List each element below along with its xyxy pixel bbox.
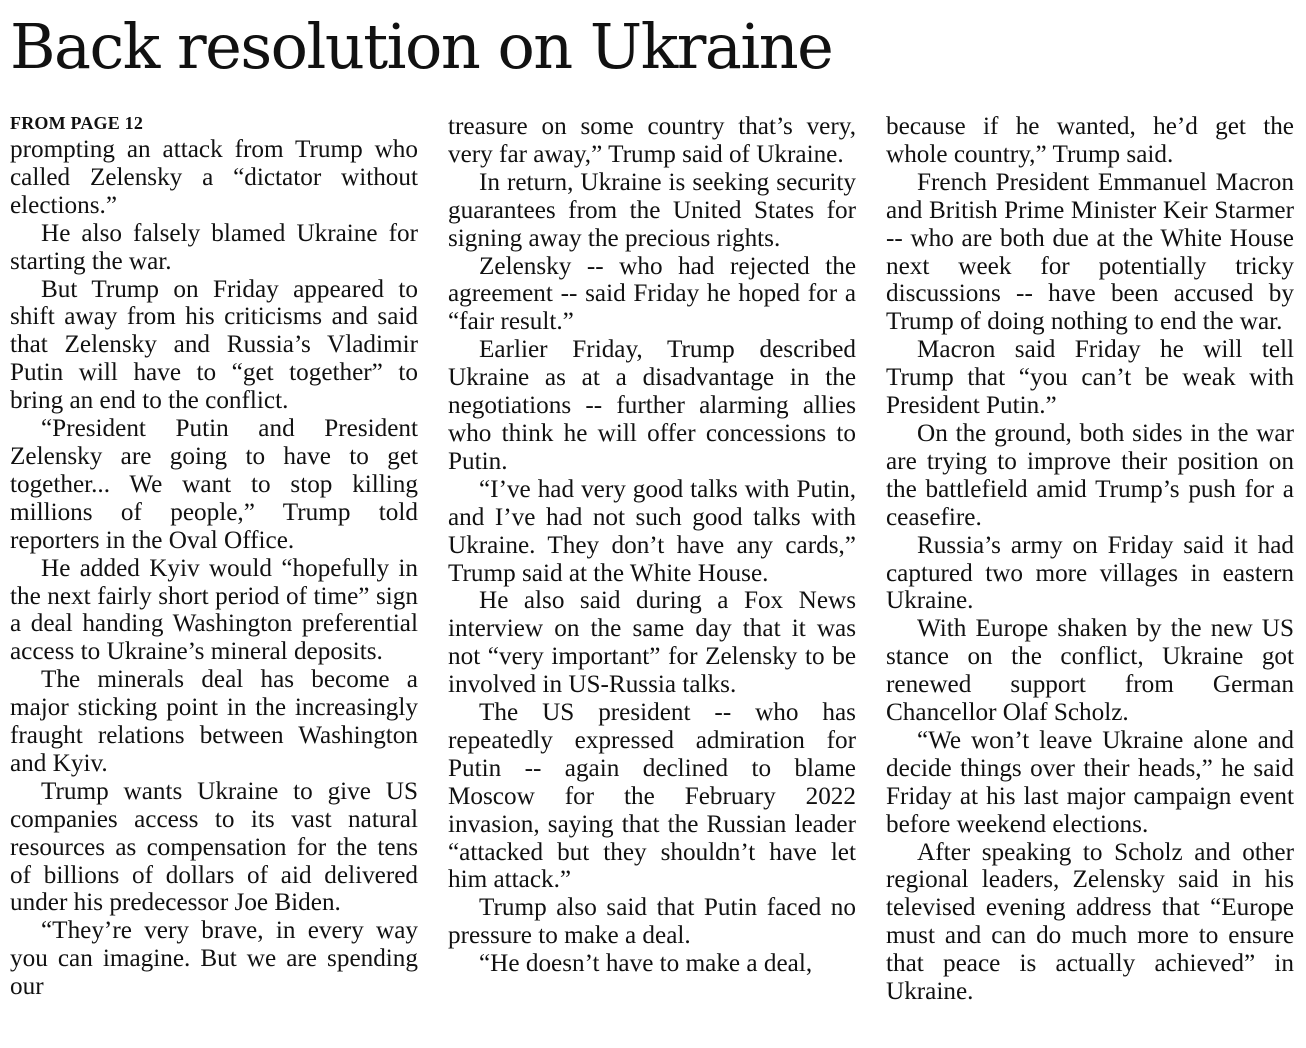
paragraph: French President Emmanuel Macron and British Prime Minister Keir Starmer -- who are both due at the White House next week for potentially tricky discussions -- have been accused by Trump of doing nothing to end the war. (886, 168, 1294, 336)
paragraph: prompting an attack from Trump who called Zelensky a “dictator without elections.” (10, 136, 418, 219)
paragraph: He added Kyiv would “hopefully in the next fairly short period of time” sign a deal handing Washington preferential access to Ukraine’s mineral deposits. (10, 554, 418, 666)
article-column-2 (448, 113, 856, 978)
paragraph: Russia’s army on Friday said it had captured two more villages in eastern Ukraine. (886, 531, 1294, 615)
article-column-3 (886, 113, 1294, 1006)
paragraph: “I’ve had very good talks with Putin, and I’ve had not such good talks with Ukraine. They don’t have any cards,” Trump said at the White House. (448, 475, 856, 587)
paragraph: He also falsely blamed Ukraine for starting the war. (10, 219, 418, 275)
paragraph: But Trump on Friday appeared to shift away from his criticisms and said that Zelensky and Russia’s Vladimir Putin will have to “get together” to bring an end to the conflict. (10, 275, 418, 415)
paragraph: In return, Ukraine is seeking security guarantees from the United States for signing away the precious rights. (448, 168, 856, 252)
paragraph: Macron said Friday he will tell Trump that “you can’t be weak with President Putin.” (886, 336, 1294, 420)
paragraph: The US president -- who has repeatedly expressed admiration for Putin -- again declined to blame Moscow for the February 2022 invasion, saying that the Russian leader “attacked but they shouldn’t have let him attack.” (448, 699, 856, 894)
paragraph: He also said during a Fox News interview on the same day that it was not “very important” for Zelensky to be involved in US-Russia talks. (448, 587, 856, 699)
paragraph: The minerals deal has become a major sticking point in the increasingly fraught relations between Washington and Kyiv. (10, 666, 418, 777)
article-column-1 (10, 113, 418, 1001)
paragraph: because if he wanted, he’d get the whole country,” Trump said. (886, 113, 1294, 168)
paragraph: On the ground, both sides in the war are trying to improve their position on the battlefield amid Trump’s push for a ceasefire. (886, 419, 1294, 531)
paragraph: “He doesn’t have to make a deal, (479, 950, 813, 978)
paragraph: Zelensky -- who had rejected the agreement -- said Friday he hoped for a “fair result.” (448, 252, 856, 336)
continued-from-kicker: FROM PAGE 12 (10, 113, 144, 133)
paragraph: “President Putin and President Zelensky are going to have to get together... We want to stop killing millions of people,” Trump told reporters in the Oval Office. (10, 415, 418, 554)
paragraph: Trump also said that Putin faced no pressure to make a deal. (448, 894, 856, 950)
paragraph: With Europe shaken by the new US stance on the conflict, Ukraine got renewed support from German Chancellor Olaf Scholz. (886, 615, 1294, 727)
paragraph: “They’re very brave, in every way you can imagine. But we are spending our (10, 917, 418, 1001)
paragraph: “We won’t leave Ukraine alone and decide things over their heads,” he said Friday at his last major campaign event before weekend elections. (886, 726, 1294, 838)
paragraph: Earlier Friday, Trump described Ukraine as at a disadvantage in the negotiations -- further alarming allies who think he will offer concessions to Putin. (448, 336, 856, 475)
paragraph: After speaking to Scholz and other regional leaders, Zelensky said in his televised evening address that “Europe must and can do much more to ensure that peace is actually achieved” in Ukraine. (886, 838, 1294, 1006)
paragraph: treasure on some country that’s very, very far away,” Trump said of Ukraine. (448, 113, 856, 168)
headline: Back resolution on Ukraine (10, 10, 833, 83)
paragraph: Trump wants Ukraine to give US companies access to its vast natural resources as compensation for the tens of billions of dollars of aid delivered under his predecessor Joe Biden. (10, 777, 418, 917)
